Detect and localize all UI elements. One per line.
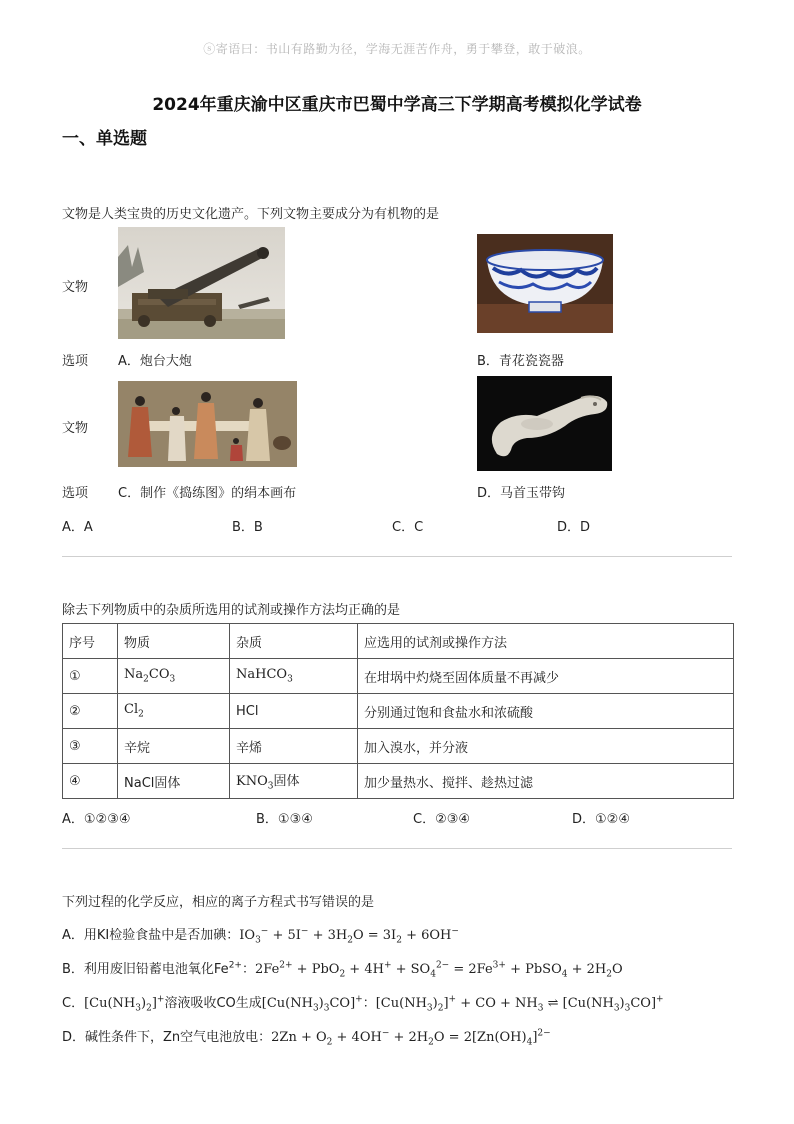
- row-number: ①: [63, 659, 118, 694]
- table-row: [63, 659, 734, 694]
- row-number: ④: [63, 764, 118, 799]
- q3-option-a[interactable]: A．用KI检验食盐中是否加碘：$IO_3^- + 5I^- + 3H_2O = 3I_2 + 6OH^-$: [62, 926, 459, 946]
- q1-stem: 文物是人类宝贵的历史文化遗产。下列文物主要成分为有机物的是: [62, 207, 440, 222]
- impurity-cell: HCl: [230, 694, 358, 729]
- table-row: [63, 694, 734, 729]
- method-cell: 加少量热水、搅拌、趁热过滤: [358, 764, 734, 799]
- q1-artifact-label-row1: 文物: [62, 280, 89, 295]
- q1-option-label-row2: 选项: [62, 486, 89, 501]
- q1-choice-c[interactable]: C．C: [392, 520, 424, 535]
- divider: [62, 556, 732, 557]
- row-number: ②: [63, 694, 118, 729]
- header-cell: 杂质: [230, 624, 358, 659]
- header-cell: 序号: [63, 624, 118, 659]
- header-cell: 物质: [118, 624, 230, 659]
- q1-choice-d[interactable]: D．D: [557, 520, 591, 535]
- q1-item-a-label: A．炮台大炮: [118, 354, 192, 369]
- q2-choice-a[interactable]: A．①②③④: [62, 812, 131, 827]
- table-row: [63, 764, 734, 799]
- q2-choice-d[interactable]: D．①②④: [572, 812, 630, 827]
- divider: [62, 848, 732, 849]
- motto-line: ⓢ寄语曰：书山有路勤为径，学海无涯苦作舟，勇于攀登，敢于破浪。: [203, 42, 591, 56]
- q3-option-d[interactable]: D．碱性条件下，Zn空气电池放电：$2Zn + O_2 + 4OH^- + 2H_2O = 2[Zn(OH)_4]^{2-}$: [62, 1028, 551, 1048]
- q3-stem: 下列过程的化学反应，相应的离子方程式书写错误的是: [62, 895, 375, 910]
- method-cell: 在坩埚中灼烧至固体质量不再减少: [358, 659, 734, 694]
- q1-choice-a[interactable]: A．A: [62, 520, 93, 535]
- q1-choice-b[interactable]: B．B: [232, 520, 263, 535]
- substance-cell: 辛烷: [118, 729, 230, 764]
- q1-item-c-label: C．制作《捣练图》的绢本画布: [118, 486, 297, 501]
- header-cell: 应选用的试剂或操作方法: [358, 624, 734, 659]
- substance-cell: $Cl_2$: [118, 694, 230, 729]
- q1-item-d-label: D．马首玉带钩: [477, 486, 566, 501]
- impurity-cell: $KNO_3$固体: [230, 764, 358, 799]
- impurity-table: [62, 623, 734, 799]
- table-header-row: [63, 624, 734, 659]
- q3-option-b[interactable]: B．利用废旧铅蓄电池氧化$Fe^{2+}$：$2Fe^{2+} + PbO_2 + 4H^+ + SO_4^{2-} = 2Fe^{3+}$ + PbSO$_4$ + $2H_2O$: [62, 960, 623, 980]
- table-row: [63, 729, 734, 764]
- impurity-cell: NaHCO$_3$: [230, 659, 358, 694]
- jade-hook-image: [477, 376, 612, 471]
- substance-cell: NaCl固体: [118, 764, 230, 799]
- substance-cell: $Na_2CO_3$: [118, 659, 230, 694]
- impurity-cell: 辛烯: [230, 729, 358, 764]
- q1-option-label-row1: 选项: [62, 354, 89, 369]
- silk-painting-image: [118, 381, 297, 467]
- method-cell: 分别通过饱和食盐水和浓硫酸: [358, 694, 734, 729]
- q1-item-b-label: B．青花瓷瓷器: [477, 354, 564, 369]
- page-title: 2024年重庆渝中区重庆市巴蜀中学高三下学期高考模拟化学试卷: [152, 95, 642, 115]
- row-number: ③: [63, 729, 118, 764]
- cannon-image: [118, 227, 285, 339]
- q1-artifact-label-row2: 文物: [62, 421, 89, 436]
- porcelain-bowl-image: [477, 234, 613, 333]
- q2-choice-c[interactable]: C．②③④: [413, 812, 471, 827]
- q3-option-c[interactable]: C．$[Cu(NH_3)_2]^+$溶液吸收CO生成$[Cu(NH_3)_3CO]^+$：$[Cu(NH_3)_2]^+$ + CO + $NH_3$ ⇌ $[Cu(NH_3)_3CO]^+$: [62, 994, 664, 1014]
- method-cell: 加入溴水，并分液: [358, 729, 734, 764]
- q2-choice-b[interactable]: B．①③④: [256, 812, 313, 827]
- section-heading: 一、单选题: [62, 129, 147, 149]
- q2-stem: 除去下列物质中的杂质所选用的试剂或操作方法均正确的是: [62, 603, 401, 618]
